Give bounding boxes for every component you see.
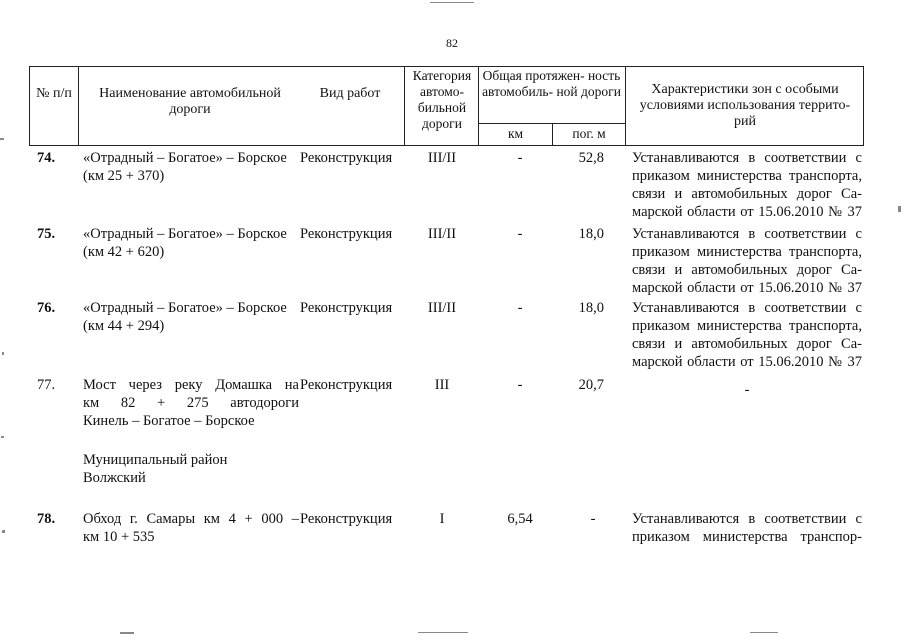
category: III/II [427,150,457,166]
header-zones: Характеристики зон с особыми условиями использования террито- рий [639,82,851,129]
district-heading: Муниципальный район [83,452,228,468]
header-col-line [863,66,864,146]
work-type: Реконструкция [300,511,393,527]
work-type: Реконструкция [300,377,393,393]
zones-text: связи и автомобильных дорог Са- [632,336,862,352]
length-m: 18,0 [578,226,604,242]
scan-speck [1,436,4,438]
length-km: - [517,150,523,166]
header-bottom-rule [29,145,864,146]
header-length: Общая протяжен- ность автомобиль- ной дороги [482,68,621,99]
length-m: 18,0 [578,300,604,316]
length-m: - [590,511,596,527]
zones-text: Устанавливаются в соответствии с [632,511,862,527]
category: I [439,511,445,527]
length-m: 52,8 [578,150,604,166]
zones-text: марской области от 15.06.2010 № 37 [632,280,862,296]
scan-speck [2,530,5,533]
zones-text: - [744,382,750,398]
district-name: Волжский [83,470,146,486]
scan-speck [120,632,134,634]
scan-speck [750,632,778,633]
road-name: «Отрадный – Богатое» – Борское [83,226,287,242]
scan-speck [2,352,4,355]
length-km: - [517,226,523,242]
work-type: Реконструкция [300,226,393,242]
zones-text: Устанавливаются в соответствии с [632,300,862,316]
length-m: 20,7 [578,377,604,393]
header-col-line [625,66,626,146]
road-name-km: км 82 + 275 автодороги [83,395,299,411]
header-work-type: Вид работ [319,86,381,101]
row-number: 77. [37,377,56,393]
header-length-km: км [507,126,524,141]
road-name-km: (км 44 + 294) [83,318,165,334]
zones-text: связи и автомобильных дорог Са- [632,186,862,202]
road-name-km: (км 42 + 620) [83,244,165,260]
zones-text: связи и автомобильных дорог Са- [632,262,862,278]
header-top-rule [29,66,864,67]
road-name-km: (км 25 + 370) [83,168,165,184]
page-number: 82 [446,36,458,50]
category: III/II [427,300,457,316]
header-num: № п/п [36,86,72,101]
header-col-line [552,123,553,146]
zones-text: Устанавливаются в соответствии с [632,226,862,242]
header-road-name: Наименование автомобильной дороги [99,86,281,117]
scan-speck [418,632,468,633]
length-km: 6,54 [507,511,533,527]
zones-text: Устанавливаются в соответствии с [632,150,862,166]
header-length-m: пог. м [572,126,606,141]
header-col-line [29,66,30,146]
zones-text: марской области от 15.06.2010 № 37 [632,354,862,370]
header-col-line [404,66,405,146]
zones-text: приказом министерства транспор- [632,529,862,545]
row-number: 78. [37,511,56,527]
category: III [434,377,450,393]
road-name: Мост через реку Домашка на [83,377,299,393]
road-name: Обход г. Самары км 4 + 000 – [83,511,299,527]
work-type: Реконструкция [300,300,393,316]
road-name-km: км 10 + 535 [83,529,155,545]
row-number: 74. [37,150,56,166]
zones-text: приказом министерства транспорта, [632,168,862,184]
zones-text: приказом министерства транспорта, [632,318,862,334]
zones-text: приказом министерства транспорта, [632,244,862,260]
zones-text: марской области от 15.06.2010 № 37 [632,204,862,220]
scan-speck [898,206,901,212]
header-category: Категория автомо- бильной дороги [412,68,472,131]
scan-speck [0,138,4,140]
road-name: «Отрадный – Богатое» – Борское [83,300,287,316]
length-km: - [517,300,523,316]
row-number: 75. [37,226,56,242]
work-type: Реконструкция [300,150,393,166]
category: III/II [427,226,457,242]
road-name-route: Кинель – Богатое – Борское [83,413,255,429]
length-km: - [517,377,523,393]
header-col-line [78,66,79,146]
scan-speck [430,2,474,3]
road-name: «Отрадный – Богатое» – Борское [83,150,287,166]
row-number: 76. [37,300,56,316]
header-col-line [478,66,479,146]
